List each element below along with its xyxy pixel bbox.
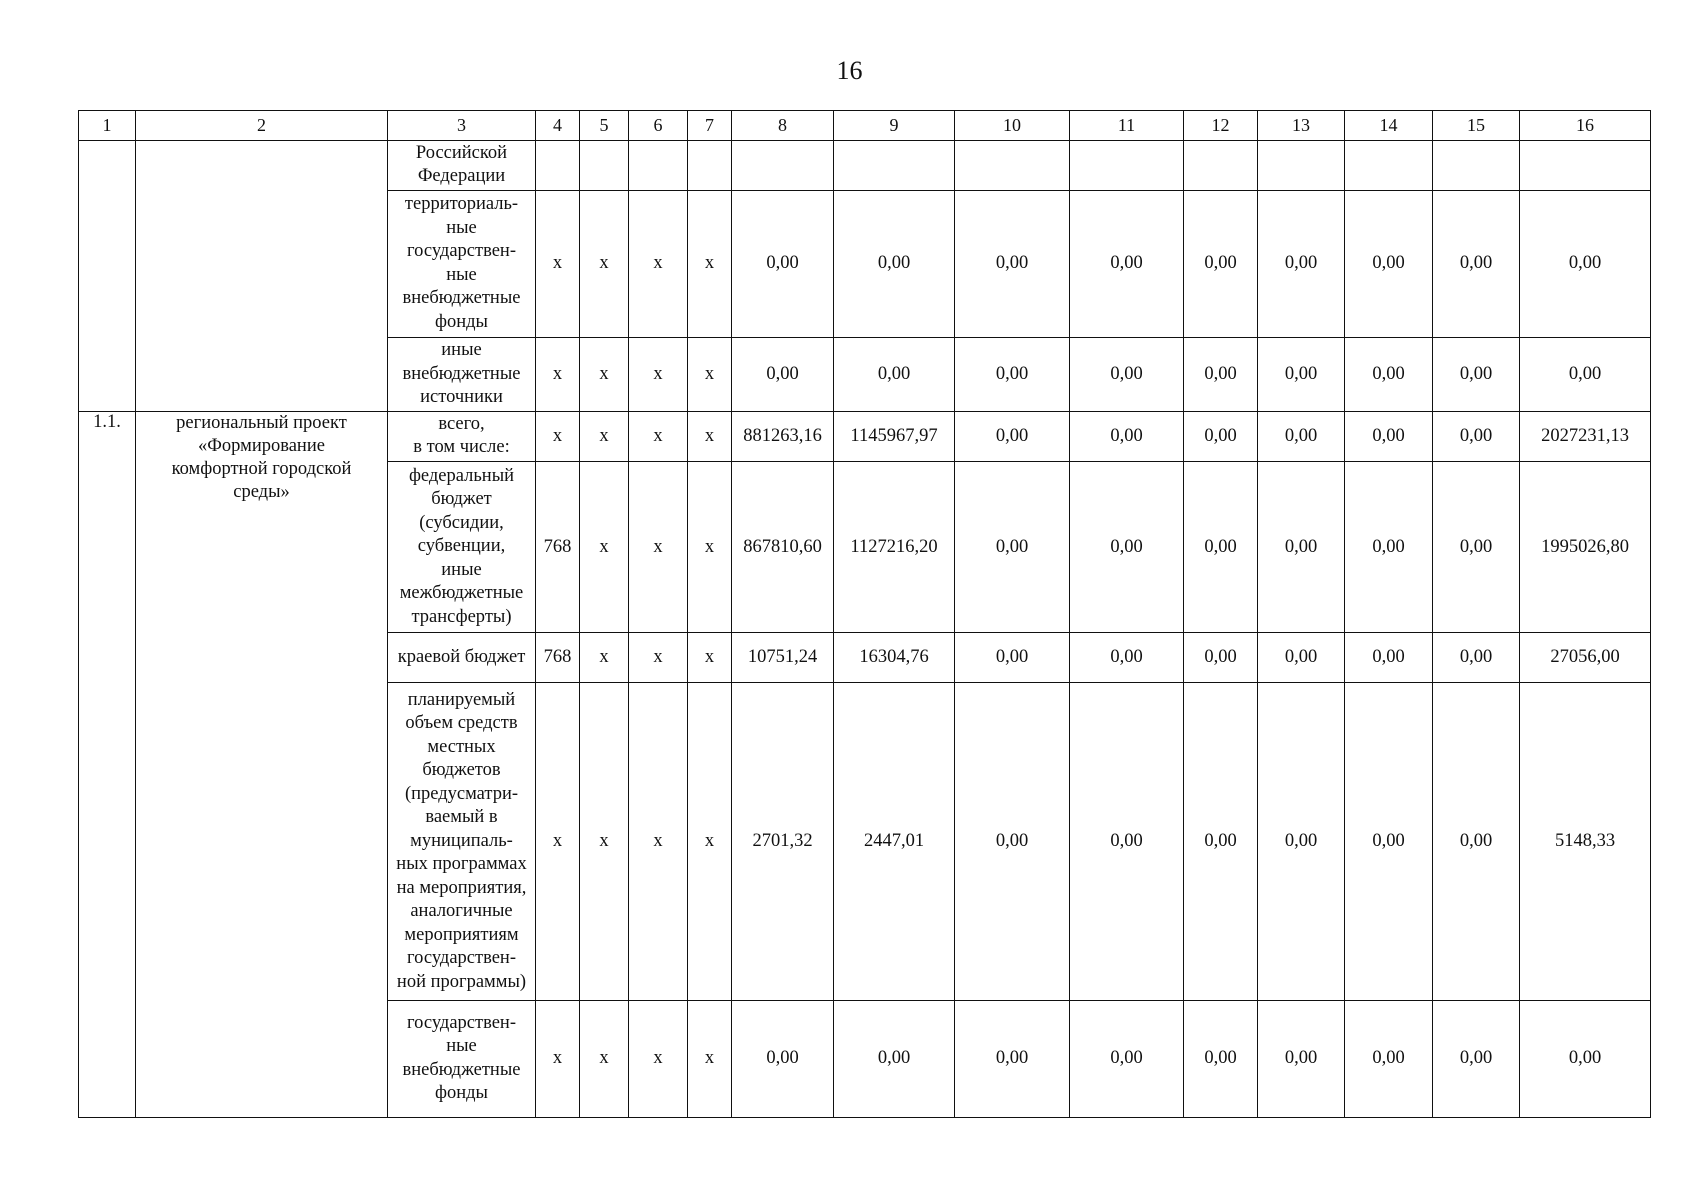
value-cell: 0,00 (1184, 1000, 1258, 1117)
value-cell: 0,00 (955, 633, 1070, 683)
value-cell: 0,00 (955, 683, 1070, 1001)
source-line: мероприятиям (404, 924, 519, 945)
value-cell: 16304,76 (834, 633, 955, 683)
column-header: 10 (955, 111, 1070, 141)
value-cell: 2447,01 (834, 683, 955, 1001)
value-cell: 0,00 (955, 337, 1070, 411)
value-cell (580, 141, 629, 191)
value-cell: 0,00 (1345, 337, 1433, 411)
page-number: 16 (836, 56, 863, 85)
value-cell: 0,00 (1258, 683, 1345, 1001)
column-header: 4 (536, 111, 580, 141)
column-header-row (79, 111, 1651, 141)
value-cell: 0,00 (834, 190, 955, 337)
value-cell (1070, 141, 1184, 191)
value-cell: 0,00 (1184, 683, 1258, 1001)
value-cell: 2701,32 (732, 683, 834, 1001)
value-cell: 0,00 (834, 1000, 955, 1117)
source-line: в том числе: (413, 437, 510, 458)
column-header: 9 (834, 111, 955, 141)
value-cell: 2027231,13 (1520, 412, 1651, 462)
table-row (79, 141, 1651, 191)
value-cell (732, 141, 834, 191)
value-cell: 1995026,80 (1520, 461, 1651, 633)
source-line: объем средств (405, 713, 518, 734)
row-code-cell: 1.1. (79, 412, 136, 1118)
value-cell: 0,00 (1070, 412, 1184, 462)
row-name-cell (136, 412, 388, 1118)
name-line: комфортной городской (171, 459, 352, 480)
value-cell: 0,00 (1258, 337, 1345, 411)
value-cell: x (580, 337, 629, 411)
budget-table (78, 110, 1651, 1118)
value-cell: x (536, 412, 580, 462)
value-cell: 0,00 (1184, 412, 1258, 462)
value-cell: 0,00 (1433, 190, 1520, 337)
value-cell: 0,00 (1258, 1000, 1345, 1117)
funding-source-cell (388, 141, 536, 191)
funding-source-cell (388, 461, 536, 633)
source-line: внебюджетные (402, 1059, 521, 1080)
value-cell: x (536, 683, 580, 1001)
source-line: территориаль- (404, 194, 519, 215)
value-cell: 0,00 (1258, 190, 1345, 337)
name-line: региональный проект (176, 413, 347, 434)
column-header: 1 (79, 111, 136, 141)
column-header: 3 (388, 111, 536, 141)
value-cell: 0,00 (1070, 190, 1184, 337)
value-cell: 1145967,97 (834, 412, 955, 462)
value-cell: x (580, 461, 629, 633)
value-cell: x (688, 412, 732, 462)
source-line: ваемый в (425, 807, 498, 828)
source-line: государствен- (407, 948, 516, 969)
row-code-cell (79, 141, 136, 412)
value-cell: 0,00 (955, 1000, 1070, 1117)
row-name-cell (136, 141, 388, 412)
value-cell: 0,00 (1345, 412, 1433, 462)
value-cell: x (688, 461, 732, 633)
value-cell: 0,00 (732, 1000, 834, 1117)
source-line: Федерации (417, 166, 506, 187)
value-cell (1258, 141, 1345, 191)
name-line: «Формирование (198, 436, 325, 457)
value-cell: 0,00 (1433, 1000, 1520, 1117)
source-line: бюджетов (422, 760, 501, 781)
value-cell: 0,00 (1184, 337, 1258, 411)
column-header: 12 (1184, 111, 1258, 141)
value-cell: 0,00 (1258, 461, 1345, 633)
value-cell: x (580, 412, 629, 462)
column-header: 15 (1433, 111, 1520, 141)
source-line: иные (441, 559, 482, 580)
value-cell: 0,00 (1345, 461, 1433, 633)
value-cell: 0,00 (1184, 461, 1258, 633)
source-line: федеральный (408, 465, 515, 486)
value-cell: x (688, 190, 732, 337)
value-cell: x (580, 1000, 629, 1117)
value-cell: 0,00 (1520, 190, 1651, 337)
value-cell (1433, 141, 1520, 191)
source-line: иные (441, 340, 482, 361)
source-line: (предусматри- (404, 783, 519, 804)
value-cell: x (629, 190, 688, 337)
funding-source-cell (388, 190, 536, 337)
value-cell: x (629, 461, 688, 633)
value-cell: 0,00 (1345, 633, 1433, 683)
value-cell: 0,00 (1070, 337, 1184, 411)
value-cell: 0,00 (1433, 412, 1520, 462)
value-cell: 867810,60 (732, 461, 834, 633)
value-cell: x (629, 633, 688, 683)
value-cell: 0,00 (1070, 683, 1184, 1001)
value-cell: 0,00 (732, 337, 834, 411)
value-cell: 0,00 (1433, 633, 1520, 683)
funding-source-cell (388, 337, 536, 411)
source-line: на мероприятия, (396, 877, 527, 898)
value-cell: 0,00 (732, 190, 834, 337)
value-cell: 0,00 (955, 461, 1070, 633)
value-cell: 0,00 (1433, 461, 1520, 633)
value-cell: x (688, 633, 732, 683)
value-cell (629, 141, 688, 191)
column-header: 5 (580, 111, 629, 141)
value-cell: 0,00 (1070, 1000, 1184, 1117)
source-line: внебюджетные (402, 363, 521, 384)
value-cell: 0,00 (834, 337, 955, 411)
source-line: ных программах (396, 854, 527, 875)
source-line: ной программы) (396, 971, 527, 992)
value-cell: 0,00 (1184, 633, 1258, 683)
source-line: краевой бюджет (397, 646, 526, 667)
value-cell: 881263,16 (732, 412, 834, 462)
source-line: государствен- (407, 1012, 516, 1033)
source-line: источники (420, 387, 503, 408)
value-cell: x (629, 683, 688, 1001)
column-header: 16 (1520, 111, 1651, 141)
value-cell (1184, 141, 1258, 191)
column-header: 13 (1258, 111, 1345, 141)
value-cell: x (629, 1000, 688, 1117)
value-cell: x (629, 412, 688, 462)
value-cell (955, 141, 1070, 191)
column-header: 7 (688, 111, 732, 141)
value-cell: x (688, 683, 732, 1001)
table-body (79, 141, 1651, 1118)
funding-source-cell (388, 683, 536, 1001)
source-line: аналогичные (410, 901, 513, 922)
table-row (79, 412, 1651, 462)
column-header: 8 (732, 111, 834, 141)
value-cell (688, 141, 732, 191)
value-cell: 0,00 (1520, 337, 1651, 411)
value-cell: x (688, 1000, 732, 1117)
value-cell: 27056,00 (1520, 633, 1651, 683)
source-line: Российской (415, 142, 508, 163)
name-line: среды» (233, 482, 290, 503)
value-cell: x (629, 337, 688, 411)
funding-source-cell (388, 412, 536, 462)
value-cell: x (536, 337, 580, 411)
funding-source-cell (388, 633, 536, 683)
source-line: субвенции, (417, 536, 506, 557)
source-line: местных (427, 736, 496, 757)
value-cell: 10751,24 (732, 633, 834, 683)
value-cell: 0,00 (1070, 633, 1184, 683)
value-cell: 5148,33 (1520, 683, 1651, 1001)
source-line: межбюджетные (399, 583, 524, 604)
value-cell: 0,00 (1345, 190, 1433, 337)
source-line: муниципаль- (410, 830, 513, 851)
value-cell: 0,00 (1184, 190, 1258, 337)
value-cell: 0,00 (1070, 461, 1184, 633)
source-line: ные (446, 1036, 477, 1057)
column-header: 11 (1070, 111, 1184, 141)
value-cell: 768 (536, 633, 580, 683)
value-cell: x (688, 337, 732, 411)
source-line: (субсидии, (419, 512, 504, 533)
column-header: 2 (136, 111, 388, 141)
value-cell: 0,00 (1345, 683, 1433, 1001)
funding-source-cell (388, 1000, 536, 1117)
value-cell: 0,00 (1345, 1000, 1433, 1117)
value-cell: 0,00 (1520, 1000, 1651, 1117)
value-cell: x (580, 683, 629, 1001)
value-cell: 0,00 (955, 412, 1070, 462)
source-line: ные (446, 264, 477, 285)
source-line: всего, (438, 413, 485, 434)
value-cell: x (536, 190, 580, 337)
value-cell: x (536, 1000, 580, 1117)
value-cell (834, 141, 955, 191)
column-header: 6 (629, 111, 688, 141)
value-cell (1345, 141, 1433, 191)
value-cell: 0,00 (955, 190, 1070, 337)
source-line: планируемый (407, 689, 516, 710)
value-cell: x (580, 190, 629, 337)
source-line: трансферты) (411, 606, 512, 627)
source-line: фонды (435, 311, 488, 332)
value-cell: x (580, 633, 629, 683)
source-line: бюджет (431, 489, 492, 510)
value-cell: 768 (536, 461, 580, 633)
value-cell: 0,00 (1258, 412, 1345, 462)
source-line: внебюджетные (402, 288, 521, 309)
source-line: фонды (435, 1083, 488, 1104)
value-cell: 0,00 (1433, 337, 1520, 411)
value-cell (536, 141, 580, 191)
value-cell (1520, 141, 1651, 191)
source-line: государствен- (407, 241, 516, 262)
source-line: ные (446, 217, 477, 238)
value-cell: 1127216,20 (834, 461, 955, 633)
column-header: 14 (1345, 111, 1433, 141)
value-cell: 0,00 (1258, 633, 1345, 683)
value-cell: 0,00 (1433, 683, 1520, 1001)
